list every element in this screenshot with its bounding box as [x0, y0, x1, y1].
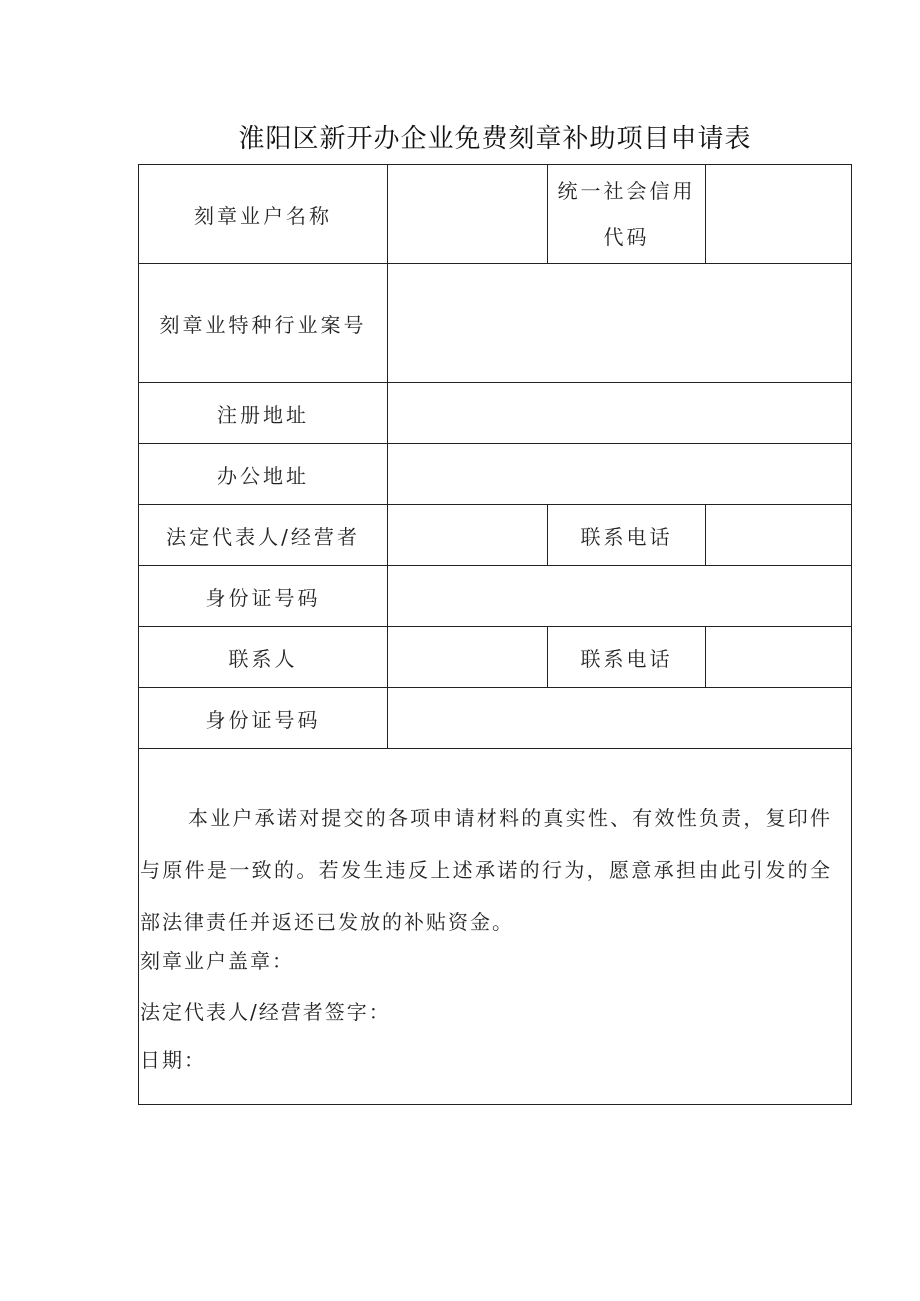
id-number-1-field[interactable]: [388, 566, 851, 626]
label-id-number-2: 身份证号码: [205, 707, 321, 732]
business-name-field[interactable]: [388, 165, 547, 263]
row-divider: [138, 748, 852, 749]
pledge-text: 本业户承诺对提交的各项申请材料的真实性、有效性负责，复印件与原件是一致的。若发生违反上述承诺的行为，愿意承担由此引发的全部法律责任并返还已发放的补贴资金。: [140, 806, 832, 934]
table-border-bottom: [138, 1104, 852, 1105]
label-phone-2: 联系电话: [580, 646, 673, 671]
special-industry-no-field[interactable]: [388, 264, 851, 382]
label-credit-code: [548, 165, 705, 263]
seal-label: 刻章业户盖章：: [140, 949, 294, 973]
signature-label: 法定代表人/经营者签字：: [140, 1000, 391, 1024]
registered-address-field[interactable]: [388, 383, 851, 443]
label-office-address: 办公地址: [217, 463, 309, 488]
legal-rep-field[interactable]: [388, 505, 547, 565]
label-id-number-1: 身份证号码: [205, 585, 321, 610]
date-label: 日期：: [140, 1048, 206, 1072]
label-phone-1: 联系电话: [580, 524, 673, 549]
label-business-name: 刻章业户名称: [194, 203, 332, 228]
label-credit-code-line2: 代码: [603, 225, 650, 249]
form-title: 淮阳区新开办企业免费刻章补助项目申请表: [238, 124, 752, 154]
contact-person-field[interactable]: [388, 627, 547, 687]
label-legal-rep: 法定代表人/经营者: [166, 524, 360, 549]
office-address-field[interactable]: [388, 444, 851, 504]
label-registered-address: 注册地址: [217, 402, 309, 427]
phone-1-field[interactable]: [706, 505, 851, 565]
credit-code-field[interactable]: [706, 165, 851, 263]
label-contact-person: 联系人: [228, 646, 298, 671]
label-special-industry-no: 刻章业特种行业案号: [159, 312, 367, 337]
application-form-table: [138, 164, 852, 1105]
phone-2-field[interactable]: [706, 627, 851, 687]
label-credit-code-line1: 统一社会信用: [557, 179, 696, 203]
id-number-2-field[interactable]: [388, 688, 851, 748]
table-border-right: [851, 164, 852, 1105]
